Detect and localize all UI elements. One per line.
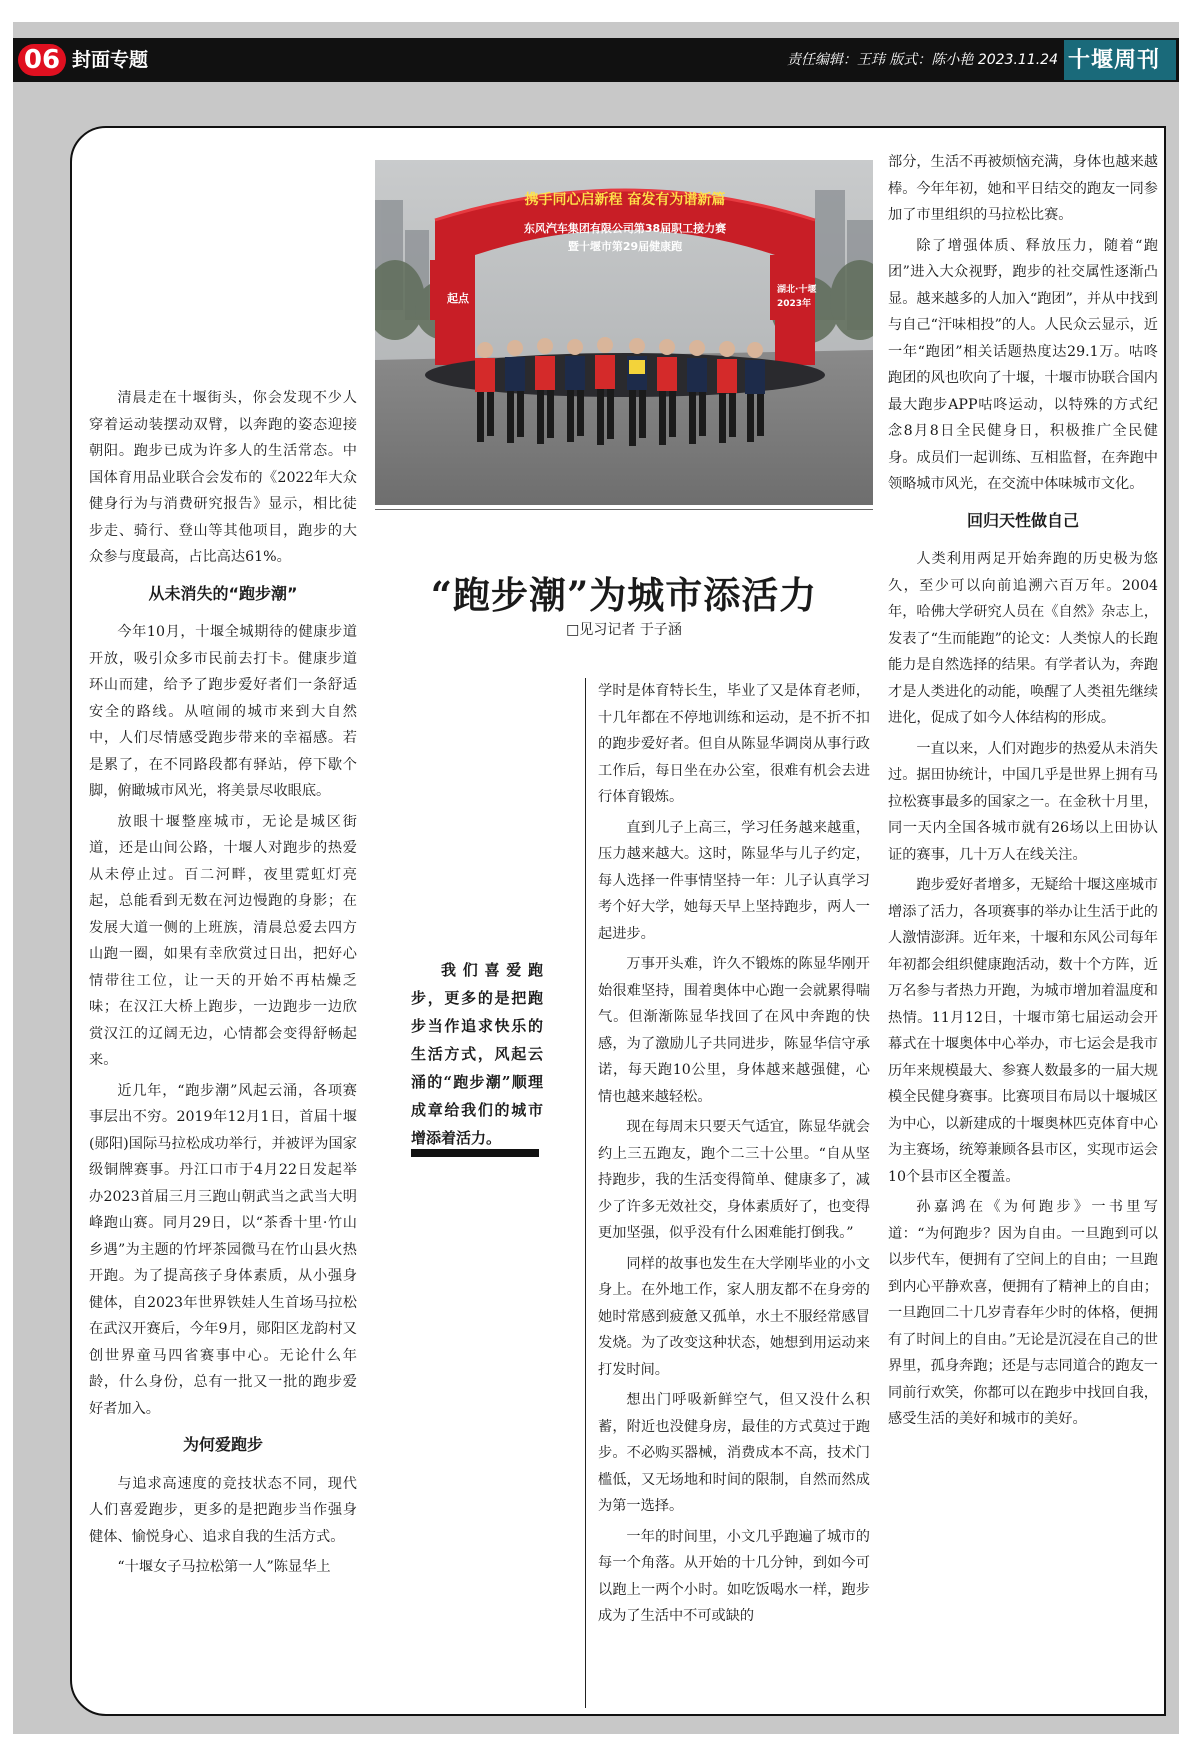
paragraph: 直到儿子上高三，学习任务越来越重，压力越来越大。这时，陈显华与儿子约定，每人选择一件事情坚持一年：儿子认真学习考个好大学，她每天早上坚持跑步，两人一起进步。 — [598, 819, 870, 942]
page-number: 06 — [18, 44, 66, 76]
subheading: 从未消失的“跑步潮” — [148, 583, 298, 603]
pull-quote-bar — [411, 1149, 539, 1157]
paragraph: 现在每周末只要天气适宜，陈显华就会约上三五跑友，跑个二三十公里。“自从坚持跑步，我的生活变得简单、健康多了，减少了许多无效社交，身体素质好了，也变得更加坚强，似乎没有什么困难能打倒我。” — [598, 1119, 870, 1241]
article-byline: □见习记者 于子涵 — [566, 622, 682, 638]
subheading: 为何爱跑步 — [182, 1435, 263, 1454]
article-column-2 — [585, 678, 870, 1708]
paragraph: 与追求高速度的竞技状态不同，现代人们喜爱跑步，更多的是把跑步当作强身健体、愉悦身心、追求自我的生活方式。 — [89, 1475, 357, 1545]
start-label: 起点 — [447, 292, 469, 305]
paragraph: 近几年，“跑步潮”风起云涌，各项赛事层出不穷。2019年12月1日，首届十堰(郧阳)国际马拉松成功举行，并被评为国家级铜牌赛事。丹江口市于4月22日发起举办2023首届三月三跑山朝武当之武当大明峰跑山赛。同月29日，以“茶香十里·竹山乡遇”为主题的竹坪茶园微马在竹山县火热开跑。为了提高孩子身体素质，从小强身健体，自2023年世界铁娃人生首场马拉松在武汉开赛后，今年9月，郧阳区龙韵村又创世界童马四省赛事中心。无论什么年龄，什么身份，总有一批又一批的跑步爱好者加入。 — [89, 1082, 357, 1417]
paragraph: 一直以来，人们对跑步的热爱从未消失过。据田协统计，中国几乎是世界上拥有马拉松赛事最多的国家之一。在金秋十月里，同一天内全国各城市就有26场以上田协认证的赛事，几十万人在线关注。 — [888, 740, 1158, 863]
section-title: 封面专题 — [72, 49, 149, 71]
paragraph: 学时是体育特长生，毕业了又是体育老师，十几年都在不停地训练和运动，是不折不扣的跑步爱好者。但自从陈显华调岗从事行政工作后，每日坐在办公室，很难有机会去进行体育锻炼。 — [598, 683, 870, 805]
paragraph: 孙嘉鸿在《为何跑步》一书里写道：“为何跑步？因为自由。一旦跑到可以以步代车，便拥有了空间上的自由；一旦跑到内心平静欢喜，便拥有了精神上的自由；一旦跑回二十几岁青春年少时的体格，便拥有了时间上的自由。”无论是沉浸在自己的世界里，孤身奔跑；还是与志同道合的跑友一同前行欢笑，你都可以在跑步中找回自我，感受生活的美好和城市的美好。 — [888, 1199, 1158, 1427]
race-photo — [375, 160, 873, 505]
pull-quote: 我们喜爱跑步，更多的是把跑步当作追求快乐的生活方式，风起云涌的“跑步潮”顺理成章给我们的城市增添着活力。 — [411, 961, 543, 1147]
article-headline: “跑步潮”为城市添活力 — [430, 573, 818, 617]
banner-line-2: 暨十堰市第29届健康跑 — [567, 240, 683, 253]
banner-slogan: 携手同心启新程 奋发有为谱新篇 — [524, 192, 726, 208]
paragraph: 万事开头难，许久不锻炼的陈显华刚开始很难坚持，围着奥体中心跑一会就累得喘气。但渐渐陈显华找回了在风中奔跑的快感，为了激励儿子共同进步，陈显华信守承诺，每天跑10公里，身体越来越强健，心情也越来越轻松。 — [598, 956, 870, 1105]
paragraph: 想出门呼吸新鲜空气，但又没什么积蓄，附近也没健身房，最佳的方式莫过于跑步。不必购买器械，消费成本不高，技术门槛低，又无场地和时间的限制，自然而然成为第一选择。 — [598, 1392, 870, 1514]
paragraph: 除了增强体质、释放压力，随着“跑团”进入大众视野，跑步的社交属性逐渐凸显。越来越多的人加入“跑团”，并从中找到与自己“汗味相投”的人。人民众云显示，近一年“跑团”相关话题热度达29.1万。咕咚跑团的风也吹向了十堰，十堰市协联合国内最大跑步APP咕咚运动，以特殊的方式纪念8月8日全民健身日，积极推广全民健身。成员们一起训练、互相监督，在奔跑中领略城市风光，在交流中体味城市文化。 — [888, 237, 1158, 492]
photo-divider — [375, 509, 873, 510]
paragraph: 人类利用两足开始奔跑的历史极为悠久，至少可以向前追溯六百万年。2004年，哈佛大学研究人员在《自然》杂志上，发表了“生而能跑”的论文：人类惊人的长跑能力是自然选择的结果。有学者认为，奔跑才是人类进化的动能，唤醒了人类祖先继续进化，促成了如今人体结构的形成。 — [888, 551, 1158, 726]
publication-title: 十堰周刊 — [1068, 47, 1161, 73]
paragraph: 清晨走在十堰街头，你会发现不少人穿着运动装摆动双臂，以奔跑的姿态迎接朝阳。跑步已成为许多人的生活常态。中国体育用品业联合会发布的《2022年大众健身行为与消费研究报告》显示，相比徒步走、骑行、登山等其他项目，跑步的大众参与度最高，占比高达61%。 — [89, 390, 357, 565]
paragraph: 今年10月，十堰全城期待的健康步道开放，吸引众多市民前去打卡。健康步道环山而建，给予了跑步爱好者们一条舒适安全的路线。从喧闹的城市来到大自然中，人们尽情感受跑步带来的幸福感。若是累了，在不同路段都有驿站，停下歇个脚，俯瞰城市风光，将美景尽收眼底。 — [89, 624, 357, 799]
subheading: 回归天性做自己 — [966, 510, 1079, 530]
arch-side-text-2: 2023年 — [777, 299, 812, 309]
paragraph: 同样的故事也发生在大学刚毕业的小文身上。在外地工作，家人朋友都不在身旁的她时常感到疲惫又孤单，水土不服经常感冒发烧。为了改变这种状态，她想到用运动来打发时间。 — [598, 1255, 870, 1378]
banner-line-1: 东风汽车集团有限公司第38届职工接力赛 — [523, 222, 727, 235]
paragraph: “十堰女子马拉松第一人”陈显华上 — [117, 1559, 331, 1575]
paragraph: 放眼十堰整座城市，无论是城区街道，还是山间公路，十堰人对跑步的热爱从未停止过。百二河畔，夜里霓虹灯亮起，总能看到无数在河边慢跑的身影；在发展大道一侧的上班族，清晨总爱去四方山跑一圈，如果有幸欣赏过日出，把好心情带往工位，让一天的开始不再枯燥乏味；在汉江大桥上跑步，一边跑步一边欣赏汉江的辽阔无边，心情都会变得舒畅起来。 — [89, 813, 357, 1068]
race-photo-illustration — [375, 160, 873, 505]
article-column-3 — [888, 149, 1158, 1709]
paragraph: 跑步爱好者增多，无疑给十堰这座城市增添了活力，各项赛事的举办让生活于此的人激情澎湃。近年来，十堰和东风公司每年年初都会组织健康跑活动，数十个方阵，近万名参与者热力开跑，为城市增加着温度和热情。11月12日，十堰市第七届运动会开幕式在十堰奥体中心举办，市七运会是我市历年来规模最大、参赛人数最多的一届大规模全民健身赛事。比赛项目布局以十堰城区为中心，以新建成的十堰奥林匹克体育中心为主赛场，统筹兼顾各县市区，实现市运会10个县市区全覆盖。 — [888, 877, 1158, 1185]
paragraph: 一年的时间里，小文几乎跑遍了城市的每一个角落。从开始的十几分钟，到如今可以跑上一两个小时。如吃饭喝水一样，跑步成为了生活中不可或缺的 — [598, 1528, 870, 1624]
arch-side-text-1: 湖北·十堰 — [777, 285, 817, 295]
paragraph: 部分，生活不再被烦恼充满，身体也越来越棒。今年年初，她和平日结交的跑友一同参加了市里组织的马拉松比赛。 — [888, 154, 1158, 223]
editor-credits: 责任编辑：王玮 版式：陈小艳 2023.11.24 — [786, 52, 1058, 68]
article-column-1 — [89, 385, 357, 1695]
